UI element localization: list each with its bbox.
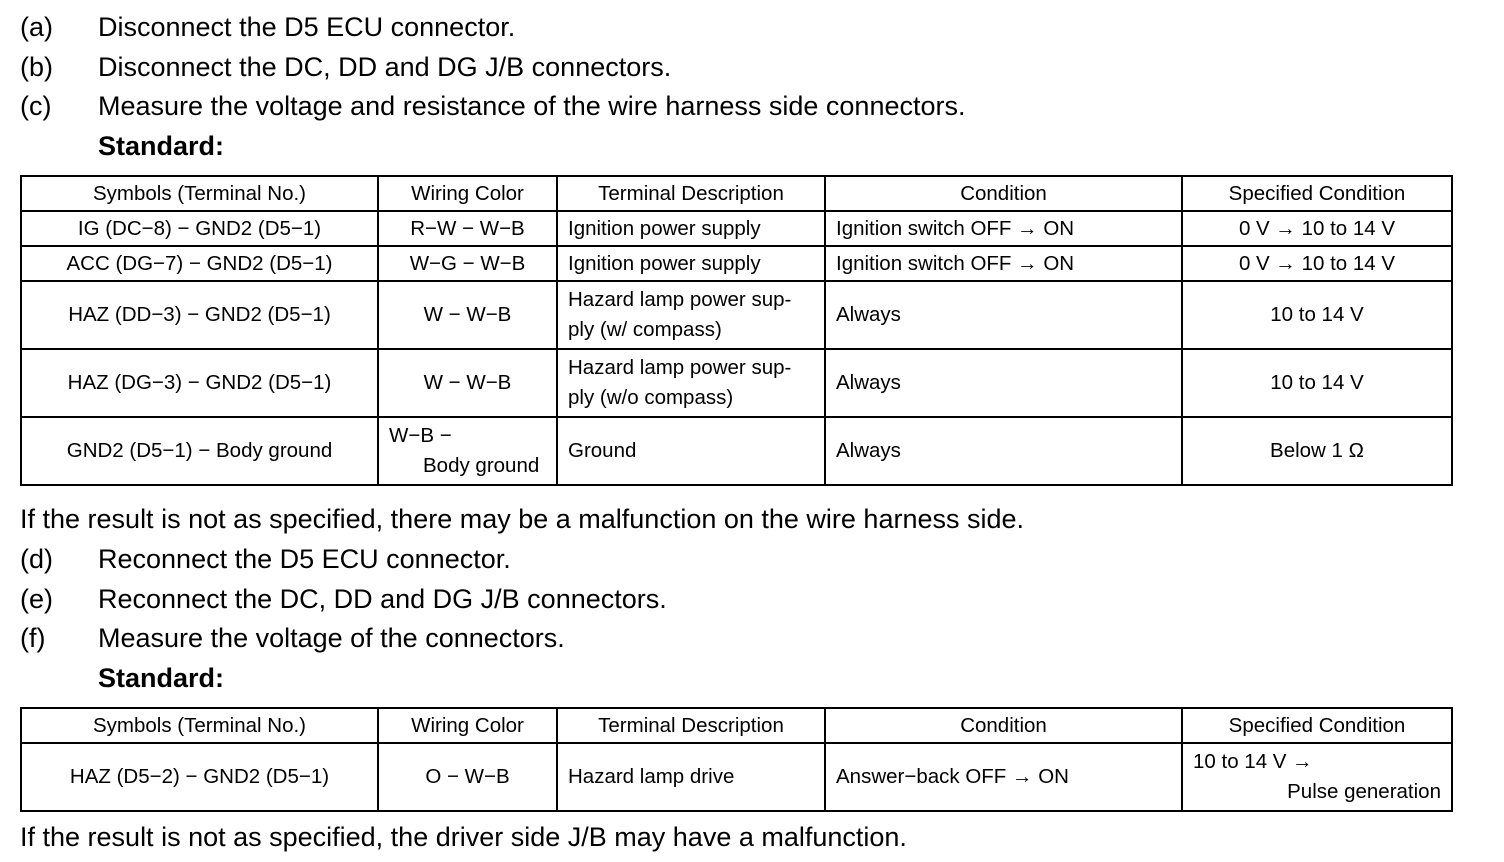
cell-condition: Ignition switch OFF → ON — [825, 211, 1182, 246]
cell-specified-condition — [1182, 743, 1452, 811]
cell-condition: Always — [825, 281, 1182, 349]
header-specified-condition: Specified Condition — [1182, 176, 1452, 211]
cell-specified-condition: 0 V → 10 to 14 V — [1182, 246, 1452, 281]
step-text: Disconnect the D5 ECU connector. — [98, 12, 516, 42]
table-row — [21, 246, 1452, 281]
cell-wiring-color — [378, 417, 557, 485]
wiring-color-stack — [389, 421, 546, 481]
cell-specified-condition: Below 1 Ω — [1182, 417, 1452, 485]
cell-symbols: HAZ (DG−3) − GND2 (D5−1) — [21, 349, 378, 417]
step-text: Measure the voltage and resistance of the wire harness side connectors. — [98, 91, 966, 121]
header-condition: Condition — [825, 176, 1182, 211]
cell-condition: Ignition switch OFF → ON — [825, 246, 1182, 281]
cell-terminal-description: Ignition power supply — [557, 211, 825, 246]
step-text: Reconnect the D5 ECU connector. — [98, 544, 511, 574]
cell-symbols: GND2 (D5−1) − Body ground — [21, 417, 378, 485]
cell-symbols: HAZ (DD−3) − GND2 (D5−1) — [21, 281, 378, 349]
cell-symbols: IG (DC−8) − GND2 (D5−1) — [21, 211, 378, 246]
table-row — [21, 743, 1452, 811]
result-note-2: If the result is not as specified, the driver side J/B may have a malfunction. — [20, 822, 907, 852]
header-condition: Condition — [825, 708, 1182, 743]
cell-wiring-color: W − W−B — [378, 349, 557, 417]
cell-terminal-description: Hazard lamp drive — [557, 743, 825, 811]
cell-condition: Always — [825, 349, 1182, 417]
description-line-1: Hazard lamp power sup- — [568, 356, 792, 379]
step-text: Measure the voltage of the connectors. — [98, 623, 565, 653]
table-row — [21, 349, 1452, 417]
table-row — [21, 281, 1452, 349]
cell-terminal-description: Ground — [557, 417, 825, 485]
cell-terminal-description: Ignition power supply — [557, 246, 825, 281]
standard-table-2 — [20, 707, 1453, 812]
wiring-line-1: W−B − — [389, 424, 452, 447]
header-symbols: Symbols (Terminal No.) — [21, 176, 378, 211]
step-label: (f) — [20, 623, 46, 653]
table-row — [21, 417, 1452, 485]
description-line-1: Hazard lamp power sup- — [568, 288, 792, 311]
step-text: Disconnect the DC, DD and DG J/B connectors. — [98, 52, 672, 82]
cell-terminal-description — [557, 349, 825, 417]
description-line-2: ply (w/o compass) — [568, 386, 734, 409]
step-label: (c) — [20, 91, 52, 121]
cell-wiring-color: W−G − W−B — [378, 246, 557, 281]
table-row — [21, 211, 1452, 246]
spec-line-1: 10 to 14 V → — [1193, 750, 1313, 773]
cell-specified-condition: 10 to 14 V — [1182, 281, 1452, 349]
cell-symbols: HAZ (D5−2) − GND2 (D5−1) — [21, 743, 378, 811]
table-header-row — [21, 708, 1452, 743]
cell-wiring-color: W − W−B — [378, 281, 557, 349]
header-wiring-color: Wiring Color — [378, 176, 557, 211]
header-terminal-description: Terminal Description — [557, 176, 825, 211]
standard-heading-2: Standard: — [98, 663, 225, 693]
header-terminal-description: Terminal Description — [557, 708, 825, 743]
step-label: (d) — [20, 544, 53, 574]
table-header-row — [21, 176, 1452, 211]
cell-terminal-description — [557, 281, 825, 349]
standard-table-1 — [20, 175, 1453, 486]
cell-specified-condition: 10 to 14 V — [1182, 349, 1452, 417]
header-wiring-color: Wiring Color — [378, 708, 557, 743]
wiring-line-2: Body ground — [423, 454, 540, 477]
result-note-1: If the result is not as specified, there may be a malfunction on the wire harness side. — [20, 504, 1025, 534]
cell-wiring-color: O − W−B — [378, 743, 557, 811]
cell-wiring-color: R−W − W−B — [378, 211, 557, 246]
spec-line-2: Pulse generation — [1287, 780, 1441, 803]
header-specified-condition: Specified Condition — [1182, 708, 1452, 743]
description-line-2: ply (w/ compass) — [568, 318, 722, 341]
step-label: (a) — [20, 12, 53, 42]
step-label: (e) — [20, 584, 53, 614]
cell-specified-condition: 0 V → 10 to 14 V — [1182, 211, 1452, 246]
step-label: (b) — [20, 52, 53, 82]
cell-condition: Always — [825, 417, 1182, 485]
header-symbols: Symbols (Terminal No.) — [21, 708, 378, 743]
cell-condition: Answer−back OFF → ON — [825, 743, 1182, 811]
cell-symbols: ACC (DG−7) − GND2 (D5−1) — [21, 246, 378, 281]
standard-heading-1: Standard: — [98, 131, 225, 161]
step-text: Reconnect the DC, DD and DG J/B connectors. — [98, 584, 667, 614]
